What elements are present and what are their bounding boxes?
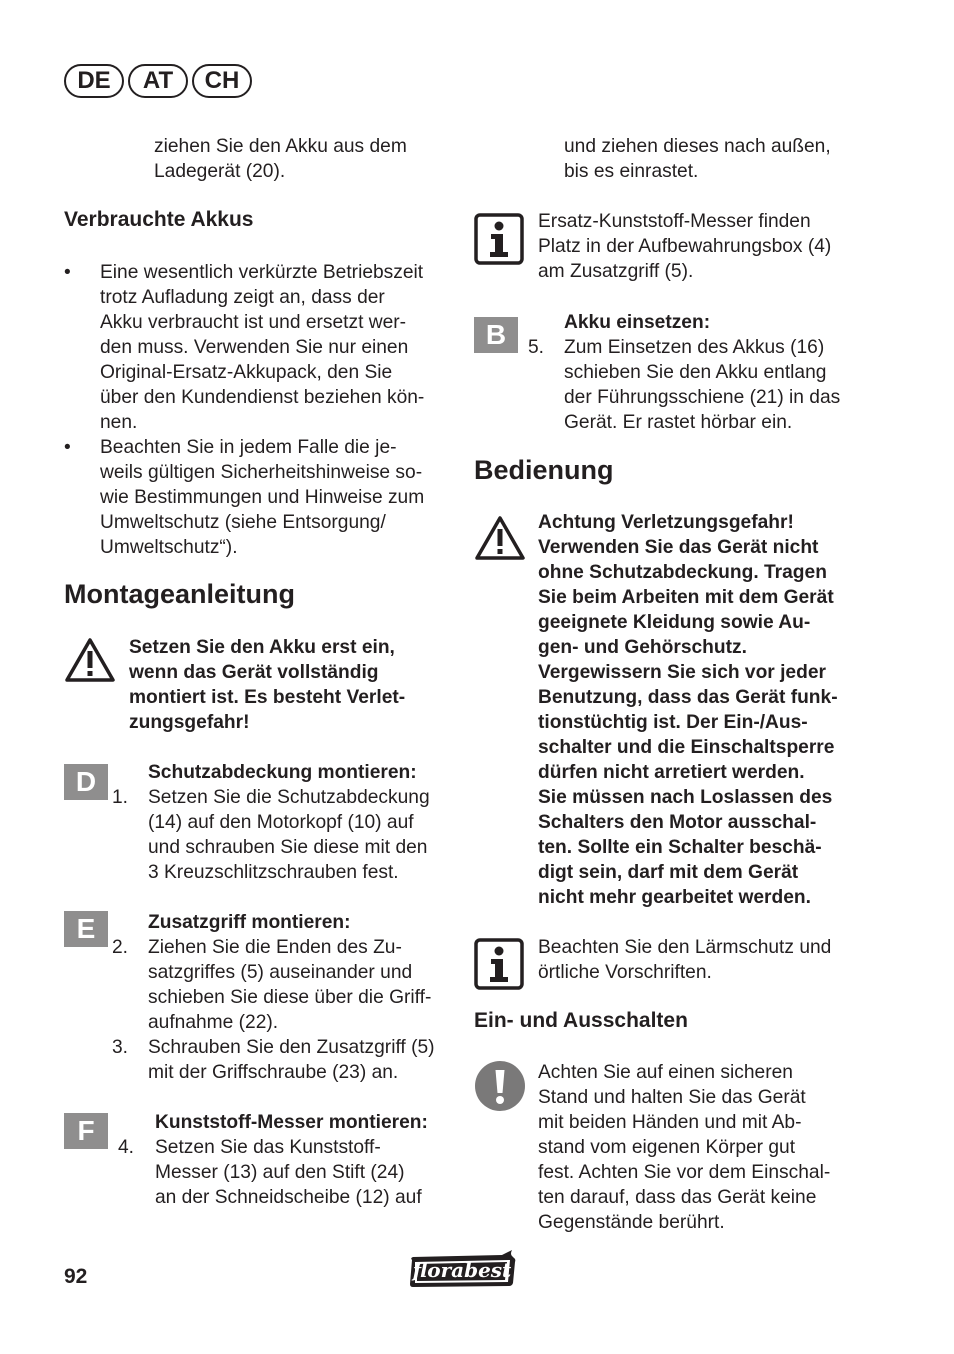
- step-text: [564, 335, 840, 435]
- text-line: Setzen Sie den Akku erst ein,: [129, 637, 395, 658]
- info-icon: [474, 213, 524, 265]
- text-line: digt sein, darf mit dem Gerät: [538, 862, 799, 883]
- text-line: (14) auf den Motorkopf (10) auf: [148, 812, 414, 833]
- text-line: aufnahme (22).: [148, 1012, 279, 1033]
- text-line: den muss. Verwenden Sie nur einen: [100, 337, 409, 358]
- text-line: trotz Aufladung zeigt an, dass der: [100, 287, 385, 308]
- text-line: tionstüchtig ist. Der Ein-/Aus-: [538, 712, 808, 733]
- text-line: Original-Ersatz-Akkupack, den Sie: [100, 362, 393, 383]
- info-text-noise: [538, 935, 831, 985]
- figure-ref-f: F: [64, 1113, 108, 1149]
- text-line: der Führungsschiene (21) in das: [564, 387, 841, 408]
- figure-ref-b: B: [474, 317, 518, 353]
- assembly-heading: Montageanleitung: [64, 579, 295, 609]
- text-line: geeignete Kleidung sowie Au-: [538, 612, 811, 633]
- bullet-item: [100, 435, 424, 560]
- text-line: Eine wesentlich verkürzte Betriebszeit: [100, 262, 424, 283]
- step-title: Schutzabdeckung montieren:: [148, 762, 417, 783]
- text-line: über den Kundendienst beziehen kön-: [100, 387, 425, 408]
- text-line: ten darauf, dass das Gerät keine: [538, 1187, 817, 1208]
- text-line: weils gültigen Sicherheitshinweise so-: [100, 462, 423, 483]
- text-line: Umweltschutz“).: [100, 537, 238, 558]
- operation-heading: Bedienung: [474, 455, 614, 485]
- step-text: [148, 1035, 435, 1085]
- text-line: 3 Kreuzschlitzschrauben fest.: [148, 862, 399, 883]
- step-text: [148, 785, 430, 885]
- text-line: zungsgefahr!: [129, 712, 250, 733]
- on-off-heading: Ein- und Ausschalten: [474, 1009, 688, 1032]
- bullet-item: [100, 260, 424, 435]
- text-line: Verwenden Sie das Gerät nicht: [538, 537, 819, 558]
- step-number: 1.: [112, 787, 129, 808]
- warning-triangle-icon: [64, 636, 116, 684]
- text-line: Vergewissern Sie sich vor jeder: [538, 662, 826, 683]
- bullet-marker: •: [64, 262, 71, 283]
- text-line: mit beiden Händen und mit Ab-: [538, 1112, 802, 1133]
- text-line: Setzen Sie das Kunststoff-: [155, 1137, 381, 1158]
- bullet-marker: •: [64, 437, 71, 458]
- spent-batteries-heading: Verbrauchte Akkus: [64, 208, 254, 231]
- text-line: Setzen Sie die Schutzabdeckung: [148, 787, 430, 808]
- text-line: und schrauben Sie diese mit den: [148, 837, 428, 858]
- text-line: Akku verbraucht ist und ersetzt wer-: [100, 312, 407, 333]
- text-line: Platz in der Aufbewahrungsbox (4): [538, 236, 832, 257]
- text-line: Ladegerät (20).: [154, 161, 286, 182]
- text-line: Ziehen Sie die Enden des Zu-: [148, 937, 402, 958]
- language-badge-ch: CH: [192, 64, 252, 98]
- text-line: Achten Sie auf einen sicheren: [538, 1062, 793, 1083]
- text-line: und ziehen dieses nach außen,: [564, 136, 831, 157]
- text-line: Ersatz-Kunststoff-Messer finden: [538, 211, 811, 232]
- text-line: stand vom eigenen Körper gut: [538, 1137, 796, 1158]
- intro-text: [154, 134, 407, 184]
- assembly-warning-text: [129, 635, 405, 735]
- text-line: Zum Einsetzen des Akkus (16): [564, 337, 825, 358]
- text-line: schieben Sie diese über die Griff-: [148, 987, 432, 1008]
- language-badge-at: AT: [128, 64, 188, 98]
- text-line: Beachten Sie den Lärmschutz und: [538, 937, 832, 958]
- step-text: [148, 935, 431, 1035]
- text-line: Stand und halten Sie das Gerät: [538, 1087, 806, 1108]
- text-line: dürfen nicht arretiert werden.: [538, 762, 805, 783]
- text-line: schalter und die Einschaltsperre: [538, 737, 835, 758]
- text-line: satzgriffes (5) auseinander und: [148, 962, 413, 983]
- text-line: Schrauben Sie den Zusatzgriff (5): [148, 1037, 435, 1058]
- step-number: 4.: [118, 1137, 135, 1158]
- text-line: montiert ist. Es besteht Verlet-: [129, 687, 406, 708]
- step-number: 3.: [112, 1037, 129, 1058]
- text-line: Sie müssen nach Loslassen des: [538, 787, 833, 808]
- info-icon: [474, 938, 524, 990]
- step-text: [155, 1135, 422, 1210]
- info-text-spare-blades: [538, 209, 831, 284]
- text-line: ohne Schutzabdeckung. Tragen: [538, 562, 827, 583]
- text-line: Benutzung, dass das Gerät funk-: [538, 687, 838, 708]
- text-line: ten. Sollte ein Schalter beschä-: [538, 837, 822, 858]
- brand-logo: [406, 1250, 518, 1288]
- step-title: Zusatzgriff montieren:: [148, 912, 351, 933]
- step-title: Kunststoff-Messer montieren:: [155, 1112, 428, 1133]
- text-line: fest. Achten Sie vor dem Einschal-: [538, 1162, 831, 1183]
- text-line: nicht mehr gearbeitet werden.: [538, 887, 811, 908]
- step-number: 2.: [112, 937, 129, 958]
- text-line: schieben Sie den Akku entlang: [564, 362, 827, 383]
- text-line: gen- und Gehörschutz.: [538, 637, 747, 658]
- note-text: [538, 1060, 830, 1235]
- text-line: bis es einrastet.: [564, 161, 699, 182]
- language-badge-de: DE: [64, 64, 124, 98]
- text-line: Beachten Sie in jedem Falle die je-: [100, 437, 397, 458]
- text-line: an der Schneidscheibe (12) auf: [155, 1187, 422, 1208]
- figure-ref-d: D: [64, 764, 108, 800]
- text-line: örtliche Vorschriften.: [538, 962, 712, 983]
- warning-triangle-icon: [474, 514, 526, 562]
- figure-ref-e: E: [64, 911, 108, 947]
- text-line: Gerät. Er rastet hörbar ein.: [564, 412, 793, 433]
- text-line: Umweltschutz (siehe Entsorgung/: [100, 512, 386, 533]
- text-line: mit der Griffschraube (23) an.: [148, 1062, 399, 1083]
- text-line: Achtung Verletzungsgefahr!: [538, 512, 794, 533]
- text-line: wenn das Gerät vollständig: [129, 662, 379, 683]
- operation-warning-text: [538, 510, 838, 910]
- text-line: Sie beim Arbeiten mit dem Gerät: [538, 587, 834, 608]
- step-number: 5.: [528, 337, 545, 358]
- step-title: Akku einsetzen:: [564, 312, 711, 333]
- logo-text: florabest: [412, 1258, 512, 1282]
- continued-text: [564, 134, 831, 184]
- text-line: Messer (13) auf den Stift (24): [155, 1162, 405, 1183]
- text-line: nen.: [100, 412, 138, 433]
- text-line: ziehen Sie den Akku aus dem: [154, 136, 407, 157]
- page-number: 92: [64, 1265, 88, 1288]
- text-line: Schalters den Motor ausschal-: [538, 812, 817, 833]
- text-line: wie Bestimmungen und Hinweise zum: [100, 487, 425, 508]
- exclamation-icon: [474, 1060, 526, 1112]
- text-line: Gegenstände berührt.: [538, 1212, 725, 1233]
- text-line: am Zusatzgriff (5).: [538, 261, 694, 282]
